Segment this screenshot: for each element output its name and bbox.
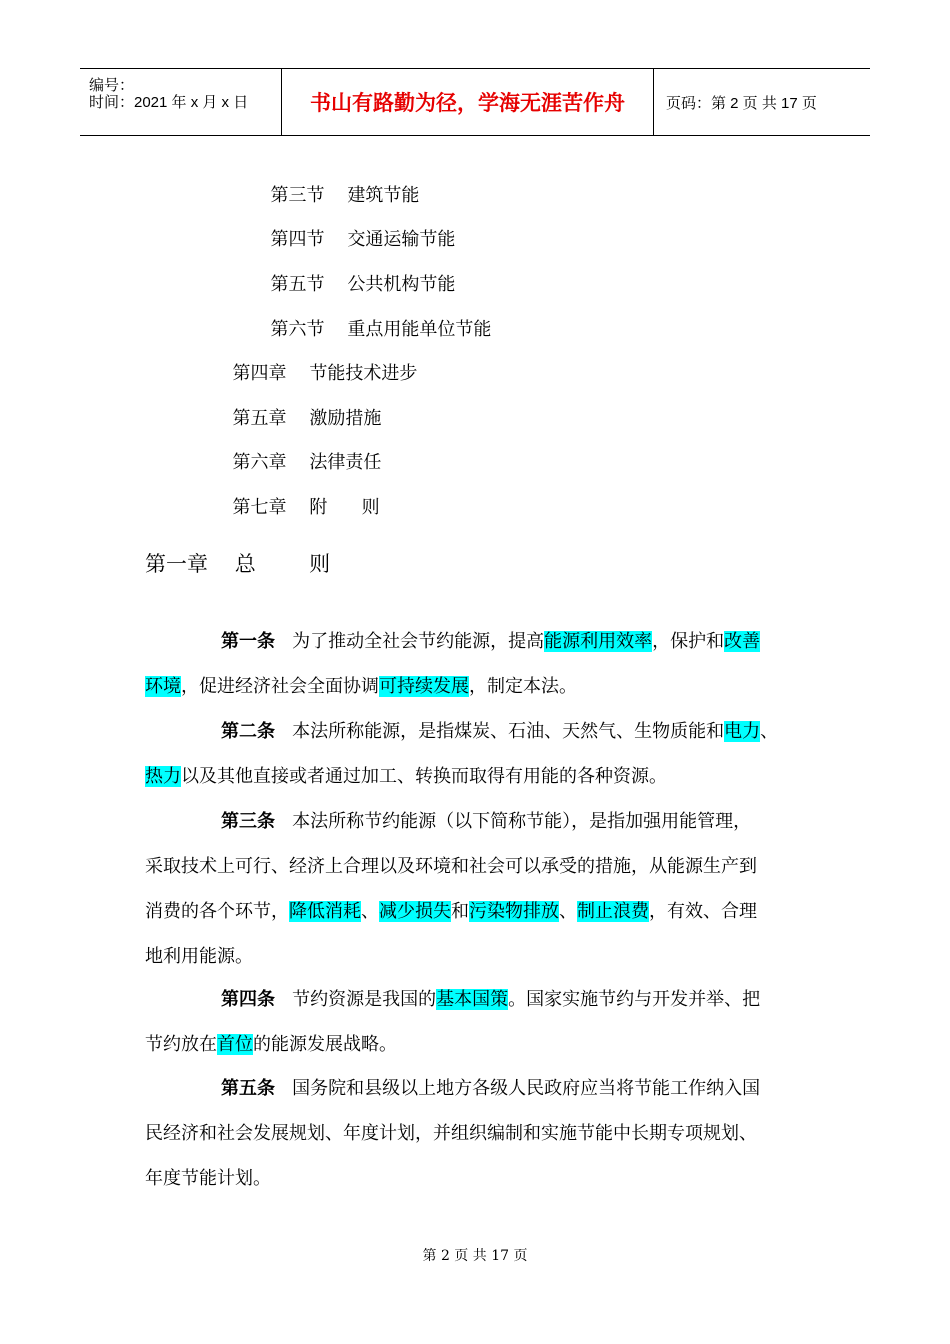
highlight: 减少损失 bbox=[379, 901, 451, 922]
article-text: 和 bbox=[451, 901, 469, 922]
article-text: 为了推动全社会节约能源，提高 bbox=[275, 631, 545, 652]
toc-item bbox=[259, 249, 455, 297]
toc-item bbox=[221, 383, 381, 431]
article-4 bbox=[145, 977, 825, 1067]
toc-number: 第三节 bbox=[270, 185, 325, 206]
highlight: 首位 bbox=[217, 1034, 253, 1055]
highlight: 电力 bbox=[724, 721, 761, 742]
toc-number: 第五章 bbox=[232, 408, 287, 429]
article-text: ，保护和 bbox=[652, 631, 725, 652]
toc-item bbox=[259, 204, 455, 252]
toc-title: 节能技术进步 bbox=[309, 363, 418, 384]
article-text: 地利用能源。 bbox=[145, 946, 253, 967]
time-label: 时间：2021 年 x 月 x 日 bbox=[89, 94, 249, 111]
toc-number: 第六章 bbox=[232, 452, 287, 473]
article-text: 本法所称能源，是指煤炭、石油、天然气、生物质能和 bbox=[275, 721, 725, 742]
article-text: ，促进经济社会全面协调 bbox=[181, 676, 379, 697]
toc-title: 附 则 bbox=[309, 497, 380, 518]
header-page-info: 页码：第 2 页 共 17 页 bbox=[666, 94, 817, 112]
page-header bbox=[80, 68, 870, 136]
highlight: 环境 bbox=[145, 676, 181, 697]
article-1 bbox=[145, 619, 825, 709]
toc-title: 公共机构节能 bbox=[347, 274, 456, 295]
highlight: 基本国策 bbox=[436, 989, 509, 1010]
header-meta bbox=[80, 69, 282, 135]
article-5 bbox=[145, 1066, 825, 1201]
article-text: 节约资源是我国的 bbox=[275, 989, 437, 1010]
article-text: 的能源发展战略。 bbox=[253, 1034, 397, 1055]
highlight: 可持续发展 bbox=[379, 676, 469, 697]
highlight: 能源利用效率 bbox=[544, 631, 653, 652]
article-text: 民经济和社会发展规划、年度计划，并组织编制和实施节能中长期专项规划、 bbox=[145, 1123, 757, 1144]
article-text: 本法所称节约能源（以下简称节能），是指加强用能管理， bbox=[275, 811, 752, 832]
toc-item bbox=[259, 294, 491, 342]
article-text: 节约放在 bbox=[145, 1034, 217, 1055]
toc-item bbox=[221, 427, 381, 475]
toc-number: 第五节 bbox=[270, 274, 325, 295]
highlight: 热力 bbox=[145, 766, 181, 787]
article-text: 。国家实施节约与开发并举、把 bbox=[508, 989, 761, 1010]
toc-title: 重点用能单位节能 bbox=[347, 319, 492, 340]
article-label: 第一条 bbox=[221, 631, 275, 652]
article-text: 、 bbox=[760, 721, 779, 742]
article-label: 第二条 bbox=[221, 721, 275, 742]
article-label: 第三条 bbox=[221, 811, 275, 832]
article-2 bbox=[145, 709, 825, 799]
article-text: 采取技术上可行、经济上合理以及环境和社会可以承受的措施，从能源生产到 bbox=[145, 856, 757, 877]
toc-item bbox=[221, 472, 380, 520]
page-footer: 第 2 页 共 17 页 bbox=[422, 1248, 528, 1264]
article-label: 第四条 bbox=[221, 989, 275, 1010]
chapter-title: 第一章 总 则 bbox=[145, 552, 331, 576]
article-text: 、 bbox=[361, 901, 379, 922]
article-label: 第五条 bbox=[221, 1078, 275, 1099]
toc-title: 激励措施 bbox=[309, 408, 382, 429]
toc-number: 第四章 bbox=[232, 363, 287, 384]
article-text: ，制定本法。 bbox=[469, 676, 577, 697]
highlight: 污染物排放 bbox=[469, 901, 559, 922]
toc-number: 第四节 bbox=[270, 229, 325, 250]
highlight: 降低消耗 bbox=[289, 901, 361, 922]
highlight: 改善 bbox=[724, 631, 761, 652]
article-text: 年度节能计划。 bbox=[145, 1168, 271, 1189]
article-text: 国务院和县级以上地方各级人民政府应当将节能工作纳入国 bbox=[275, 1078, 761, 1099]
article-text: 、 bbox=[559, 901, 577, 922]
toc-item bbox=[221, 338, 417, 386]
article-3 bbox=[145, 799, 825, 979]
toc-title: 法律责任 bbox=[309, 452, 382, 473]
article-text: 以及其他直接或者通过加工、转换而取得有用能的各种资源。 bbox=[181, 766, 667, 787]
toc-number: 第七章 bbox=[232, 497, 287, 518]
article-text: 消费的各个环节， bbox=[145, 901, 289, 922]
toc-title: 建筑节能 bbox=[347, 185, 420, 206]
highlight: 制止浪费 bbox=[577, 901, 649, 922]
toc-item bbox=[259, 160, 419, 208]
number-label: 编号： bbox=[89, 77, 135, 94]
toc-number: 第六节 bbox=[270, 319, 325, 340]
header-motto: 书山有路勤为径，学海无涯苦作舟 bbox=[282, 69, 654, 135]
article-text: ，有效、合理 bbox=[649, 901, 757, 922]
toc-title: 交通运输节能 bbox=[347, 229, 456, 250]
